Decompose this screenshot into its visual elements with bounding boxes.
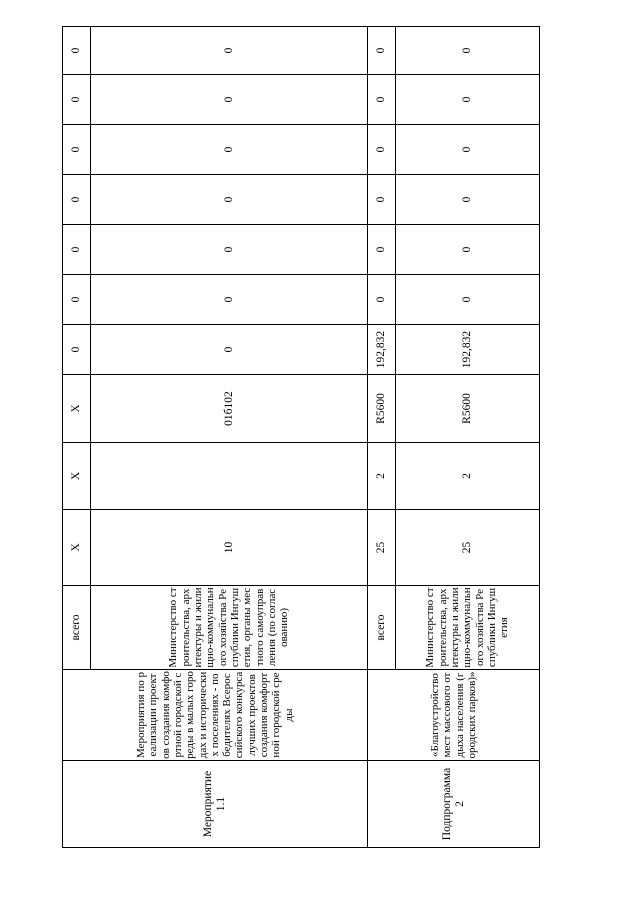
budget-table: [62, 26, 540, 848]
value-cell: 25: [368, 510, 396, 586]
value-cell: 0: [91, 75, 368, 125]
value-cell: 0: [368, 125, 396, 175]
row-name-cell: Мероприятие 1.1: [63, 761, 368, 848]
value-cell: 0: [396, 275, 540, 325]
value-cell: 0: [63, 225, 91, 275]
row-title-cell: «Благоустройство мест массового отдыха населения (городских парков)»: [368, 670, 540, 761]
value-cell: X: [63, 510, 91, 586]
value-cell: 0: [396, 27, 540, 75]
value-cell: 0: [91, 27, 368, 75]
value-cell: X: [63, 443, 91, 510]
value-cell: 0: [396, 225, 540, 275]
value-cell: 0: [368, 75, 396, 125]
value-cell: 25: [396, 510, 540, 586]
value-cell: 0: [368, 175, 396, 225]
value-cell: 01б102: [91, 375, 368, 443]
value-cell: 0: [368, 275, 396, 325]
value-cell: 0: [63, 175, 91, 225]
row-name-cell: Подпрограмма 2: [368, 761, 540, 848]
value-cell: 0: [91, 125, 368, 175]
value-cell: 0: [63, 125, 91, 175]
value-cell: 0: [91, 225, 368, 275]
total-label-cell: всего: [63, 586, 91, 670]
responsible-cell: Министерство строительства, архитектуры и жилищно-коммунального хозяйства Республики Ингушетия: [396, 586, 540, 670]
total-label-cell: всего: [368, 586, 396, 670]
value-cell: R5600: [396, 375, 540, 443]
value-cell: 0: [63, 75, 91, 125]
value-cell: X: [63, 375, 91, 443]
responsible-cell: Министерство строительства, архитектуры и жилищно-коммунального хозяйства Республики Ингушетия, органы местного самоуправления (по согласованию): [91, 586, 368, 670]
table-row: [368, 27, 396, 848]
value-cell: 192,832: [396, 325, 540, 375]
value-cell: 0: [396, 125, 540, 175]
value-cell: 0: [368, 27, 396, 75]
row-title-cell: Мероприятия по реализации проектов создания комфортной городской среды в малых городах и исторических поселениях - победителях Всероссийского конкурса лучших проектов создания комфортной городской среды: [63, 670, 368, 761]
value-cell: 0: [396, 75, 540, 125]
value-cell: 10: [91, 510, 368, 586]
value-cell: [91, 443, 368, 510]
value-cell: 0: [63, 27, 91, 75]
value-cell: 0: [63, 325, 91, 375]
table-row: [63, 27, 91, 848]
value-cell: R5600: [368, 375, 396, 443]
value-cell: 0: [63, 275, 91, 325]
value-cell: 2: [396, 443, 540, 510]
value-cell: 0: [396, 175, 540, 225]
value-cell: 192,832: [368, 325, 396, 375]
value-cell: 2: [368, 443, 396, 510]
value-cell: 0: [91, 325, 368, 375]
rotated-table-page: [62, 27, 539, 848]
value-cell: 0: [91, 175, 368, 225]
value-cell: 0: [91, 275, 368, 325]
value-cell: 0: [368, 225, 396, 275]
